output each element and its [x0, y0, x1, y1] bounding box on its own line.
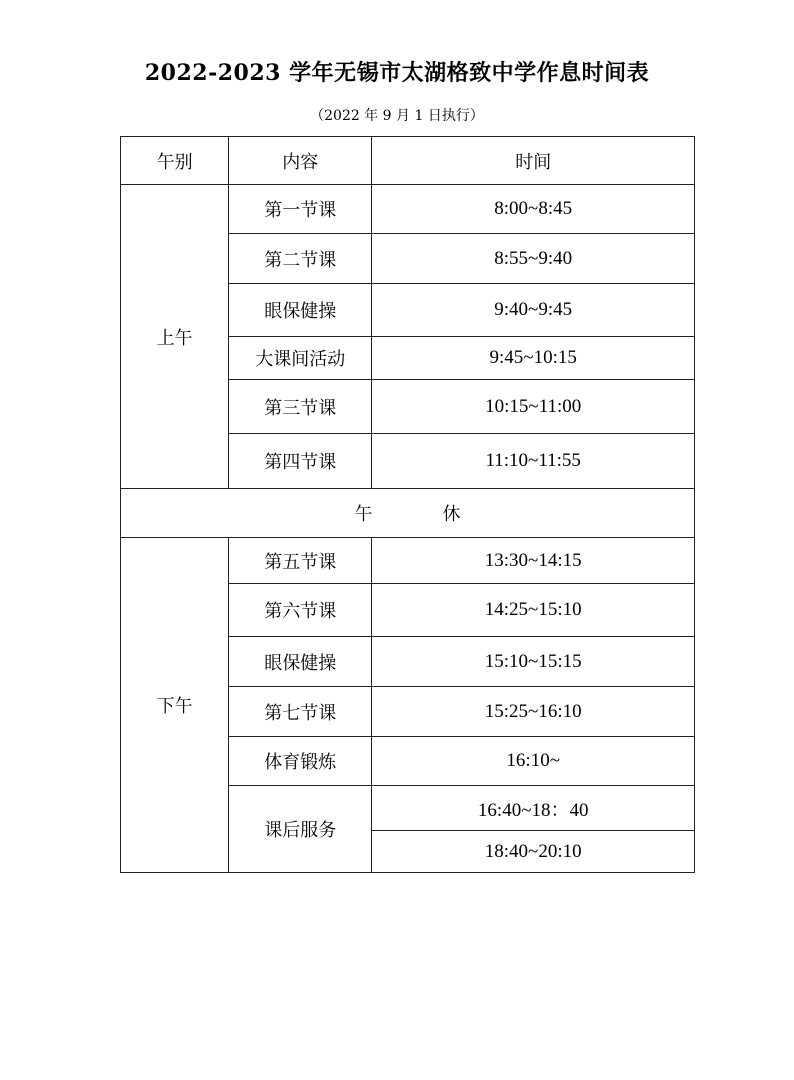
table-row	[121, 185, 695, 234]
morning-label: 上午	[121, 185, 229, 489]
schedule-table	[120, 136, 695, 873]
noon-break-row	[121, 489, 695, 538]
header-content: 内容	[229, 137, 372, 185]
table-row	[121, 538, 695, 584]
row-time: 18:40~20:10	[372, 831, 695, 873]
row-time: 8:00~8:45	[372, 185, 695, 234]
row-content: 大课间活动	[229, 337, 372, 380]
noon-break-char-2: 休	[442, 504, 461, 525]
row-time: 15:10~15:15	[372, 637, 695, 687]
row-content: 第三节课	[229, 380, 372, 434]
row-time: 15:25~16:10	[372, 687, 695, 737]
header-row	[121, 137, 695, 185]
row-time: 13:30~14:15	[372, 538, 695, 584]
row-time: 9:45~10:15	[372, 337, 695, 380]
row-content: 第六节课	[229, 584, 372, 637]
row-content: 眼保健操	[229, 637, 372, 687]
row-time: 14:25~15:10	[372, 584, 695, 637]
row-time: 11:10~11:55	[372, 434, 695, 489]
header-period: 午别	[121, 137, 229, 185]
row-content: 第一节课	[229, 185, 372, 234]
noon-break-cell	[121, 489, 695, 538]
row-content: 眼保健操	[229, 284, 372, 337]
row-time: 16:40~18：40	[372, 786, 695, 831]
afternoon-label: 下午	[121, 538, 229, 873]
row-time: 9:40~9:45	[372, 284, 695, 337]
row-content: 第二节课	[229, 234, 372, 284]
row-content: 体育锻炼	[229, 737, 372, 786]
noon-break-char-1: 午	[354, 504, 373, 525]
row-content: 第七节课	[229, 687, 372, 737]
row-content: 第五节课	[229, 538, 372, 584]
header-time: 时间	[372, 137, 695, 185]
row-content: 课后服务	[229, 786, 372, 873]
row-content: 第四节课	[229, 434, 372, 489]
document-subtitle: （2022 年 9 月 1 日执行）	[310, 108, 484, 124]
document-title: 2022-2023 学年无锡市太湖格致中学作息时间表	[144, 60, 650, 86]
row-time: 8:55~9:40	[372, 234, 695, 284]
row-time: 16:10~	[372, 737, 695, 786]
row-time: 10:15~11:00	[372, 380, 695, 434]
